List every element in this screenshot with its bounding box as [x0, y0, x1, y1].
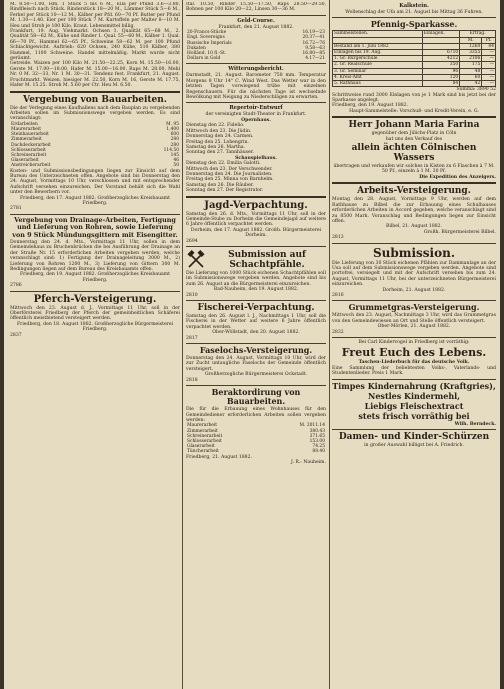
- coin-value: 4.17—21: [305, 56, 325, 62]
- cell-label: Schlosserarbeit: [11, 147, 46, 153]
- notice-title: Fischerei-Verpachtung.: [197, 303, 315, 314]
- notice-number: 2786: [10, 283, 22, 289]
- notice-faselochs: [186, 346, 326, 383]
- notice-text: Donnerstag den 24. August, Vormittags 10 Uhr, wird der zur Zucht untaugliche Faselochs der Gemeinde öffentlich versteigert.: [186, 356, 326, 372]
- coin-value: 16.19—23: [302, 30, 325, 36]
- section-divider: [332, 116, 496, 118]
- play-title: Schauspielhaus.: [235, 155, 277, 161]
- section-divider: [186, 63, 326, 64]
- cell-count: 96: [422, 68, 459, 74]
- sparkasse-signature: Friedberg, den 19. August 1882.: [332, 103, 409, 109]
- cell-place: 2. Gr. Realschule: [333, 62, 423, 68]
- intro-text: M. 8.50—1.00, Hm. 1 Stück 5 bis 6 M., Ella per Pfund 3.6—3.80, Rindfleisch nach Stück. Rinderstück 18—20 M., Lämmer Stück 5—6 M., Ferkel per Stück 10—12 M., Kälber per Pfd. 60—70 Pf. Butter per Pfund M. 1.30—1.40. Eier per 100 Stück 7 M. Kartoffeln per Malter 8—10 M. Heu und Stroh je 100 Kilo. Kraut. Lebensmittel billig.: [10, 2, 180, 29]
- ad-title: Freut Euch des Lebens.: [341, 346, 487, 360]
- section-divider: [332, 429, 496, 430]
- cell-mark: 60: [460, 74, 482, 80]
- cell-place: Einlagen bis 19. Aug.: [333, 50, 423, 56]
- cell-pfennig: —: [482, 68, 496, 74]
- list-item: Samstag den 26. Die Räuber.: [186, 182, 254, 188]
- theater-subtitle: der vereinigten Stadt-Theater in Frankfurt.: [205, 112, 307, 118]
- cell-label: Glaserarbeit: [187, 444, 215, 450]
- ad-text: Eine Sammlung der beliebtesten Volks-, Vaterlands- und Studentenlieder. Preis 1 Mark.: [332, 365, 496, 377]
- cell-place: 4. Kreis-Amt: [333, 74, 423, 80]
- notice-signature: Dorheim, 21. August 1882.: [382, 287, 446, 293]
- notice-signature: Bilbel, 21. August 1882.: [385, 224, 443, 230]
- list-item: Freitag den 25. Lohengrin.: [186, 139, 249, 145]
- cell-count: 120: [422, 74, 459, 80]
- ad-line: Liebigs Fleischextract: [364, 400, 464, 411]
- kalkstein-text: Wollenschlag der Ufa am 21. August bis Mittag 36 Fuhren.: [345, 10, 483, 15]
- farina-ad: [332, 120, 496, 180]
- cell-label: Dachdeckerarbeit: [11, 142, 51, 148]
- cell-place: 3. Gr. Seminar: [333, 68, 423, 74]
- cell-value: 46: [173, 158, 179, 164]
- cell-value: 371.65: [309, 433, 325, 439]
- cell-mark: 3355: [460, 50, 482, 56]
- notice-number: 2818: [186, 377, 198, 383]
- coin-name: Dollars in Gold: [187, 56, 221, 62]
- play-list: [186, 161, 326, 193]
- notice-jagd: [186, 200, 326, 244]
- notice-signature: Friedberg, den 19. August 1882. Großherzogliches Kreisbauamt Friedberg.: [20, 272, 170, 283]
- list-item: Dienstag den 22. Fidelio.: [186, 123, 245, 129]
- notice-signature: Friedberg, 21. August 1882.: [186, 454, 252, 460]
- notice-drainage: [10, 217, 180, 289]
- cell-label: Steinhauerarbeit: [11, 132, 49, 138]
- section-divider: [186, 246, 326, 247]
- notice-text: Kosten- und Submissionsbedingungen liegen zur Einsicht auf dem Bureau des Unterzeichneten offen. Angebote sind bis Donnerstag den 24. August, Vormittags 10 Uhr, verschlossen und mit entsprechender Aufschrift versehen einzureichen. Der Vorstand behält sich die Wahl unter den Bewerbern vor.: [10, 168, 180, 196]
- section-divider: [332, 337, 496, 338]
- weather-title: Witterungsbericht.: [228, 66, 284, 73]
- ad-subtitle: Taschen-Liederbuch für das deutsche Volk.: [358, 360, 470, 366]
- notice-signature-2: Großh. Bürgermeisterei Bilbel.: [423, 229, 496, 235]
- food-ad: [332, 382, 496, 427]
- list-item: Donnerstag den 24. Carmen.: [186, 134, 254, 140]
- coins-table: [186, 30, 326, 61]
- notice-text: Samstag den 26. d. Mts., Vormittags 11 Uhr, soll in der Gemeinde-Stube zu Dorheim die Gemeindejagd auf weitere 6 Jahre öffentlich verpachtet werden.: [186, 211, 326, 228]
- table-row: [186, 56, 326, 61]
- work-items-table: [10, 122, 180, 169]
- cell-value: 1,400: [166, 126, 179, 132]
- coin-value: 16.80—85: [302, 51, 325, 57]
- coin-value: 9.58—63: [305, 45, 325, 51]
- coin-value: 16.72—76: [302, 40, 325, 46]
- cell-value: 380.43: [309, 428, 325, 434]
- cell-label: Schlosserarbeit: [187, 438, 222, 444]
- cell-label: Glaserarbeit: [11, 158, 39, 164]
- cell-label: Tüncherarbeit: [187, 449, 219, 455]
- sparkasse-text: Schrittweise rund 3000 Einlagen von je 1 Mark sind bis jetzt bei der Sparkasse angelegt.: [332, 92, 496, 104]
- notice-submission-pfaehle: [186, 249, 326, 298]
- cell-value: 153.00: [309, 438, 325, 444]
- col-header: Einlagen.: [422, 31, 459, 37]
- section-divider: [332, 17, 496, 18]
- notice-text: Die Lieferung von 30 Stück eichenen Pfählen zur Dammanlage an der Usa soll auf dem Submissionswege vergeben werden. Angebote sind portofrei, versiegelt und mit der Aufschrift versehen bis zum 24. August, Vormittags 11 Uhr, bei der unterzeichneten Bürgermeisterei einzureichen.: [332, 260, 496, 288]
- notice-number: 2810: [186, 292, 198, 298]
- top-text: Ital. 10.50, Rinder 15.50—17.50, Raps 28.50—29.50, Bohnen per 100 Kilo 20—22, Linsen 30—36 M.: [186, 2, 326, 13]
- cell-count: 6710: [422, 50, 459, 56]
- column-divider: [182, 0, 183, 689]
- list-item: Freitag den 25. Minna von Barnhelm.: [186, 177, 274, 183]
- list-item: Sonntag den 27. Der Registrator.: [186, 188, 264, 194]
- notice-signature: Bad-Nauheim, den 19. August 1882.: [213, 287, 299, 293]
- col-subheader: M.: [460, 37, 482, 43]
- ad-seller: Wilh. Berndeck.: [454, 421, 496, 427]
- theater-title: Repertoir-Entwurf: [229, 105, 283, 112]
- cell-mark: 42: [460, 81, 482, 87]
- geldcours-date: Frankfurt, den 21. August 1882.: [218, 24, 294, 30]
- cell-mark: 48: [460, 68, 482, 74]
- section-divider: [186, 385, 326, 386]
- section-divider: [10, 91, 180, 93]
- section-divider: [332, 182, 496, 184]
- coin-name: 20-Francs-Stücke: [187, 30, 227, 36]
- cell-pfennig: 84: [482, 43, 496, 49]
- notice-signature: Dorheim, den 17. August 1882. Großh. Bürgermeisterei Dorheim.: [190, 227, 322, 239]
- notice-signature: Ober-Mörlen, 21. August 1882.: [377, 324, 451, 330]
- cell-place: 1. Gr. Bürgerschule: [333, 56, 423, 62]
- column-3: [332, 2, 496, 687]
- notice-title: Vergebung von Bauarbeiten.: [23, 94, 167, 105]
- cell-value: 50: [173, 163, 179, 169]
- cell-mark: 1260: [460, 43, 482, 49]
- sparkasse-title: Pfennig-Sparkasse.: [370, 19, 458, 30]
- notice-grummetgras: [332, 303, 496, 335]
- notice-text: Mittwoch den 23. August d. J., Vormittags 11 Uhr, soll in der Oberförsterei Friedberg der Pferch der gemeinheitlichen Schäferei öffentlich meistbietend versteigert werden.: [10, 305, 180, 322]
- column-1: [10, 2, 180, 687]
- coin-name: Russische Imperials: [187, 40, 232, 46]
- cell-value: 114.50: [163, 147, 179, 153]
- notice-title: Jagd-Verpachtung.: [204, 199, 308, 211]
- ad-line: Timpes Kindernahrung (Kraftgries),: [332, 380, 496, 391]
- sparkasse-total: Summa: 3890 52: [456, 87, 496, 93]
- section-divider: [186, 343, 326, 344]
- notice-signature: Friedberg, den 18. August 1882. Großherzogliche Bürgermeisterei Friedberg.: [16, 321, 174, 333]
- cell-pfennig: —: [482, 74, 496, 80]
- geldcours-title: Geld-Course.: [237, 17, 275, 24]
- section-divider: [186, 15, 326, 16]
- coin-name: Dukaten: [187, 45, 206, 51]
- cell-place: 5. Rathhaus: [333, 81, 423, 87]
- section-divider: [10, 214, 180, 215]
- notice-number: 2817: [186, 335, 198, 341]
- notice-pferch: [10, 294, 180, 338]
- bau-items-table: [186, 423, 326, 454]
- section-divider: [332, 379, 496, 380]
- cell-value: 88.40: [312, 449, 325, 455]
- notice-text: Samstag den 26. August l. J., Nachmittags 1 Uhr, soll die Fischerei in der Wetter auf weitere 6 Jahre öffentlich verpachtet werden.: [186, 314, 326, 330]
- ad-headline: allein ächten Cölnischen Wassers: [351, 143, 477, 164]
- column-divider: [329, 0, 330, 689]
- cell-count: 350: [422, 62, 459, 68]
- cell-count: 4212: [422, 56, 459, 62]
- cell-mark: 2106: [460, 56, 482, 62]
- cell-pfennig: —: [482, 62, 496, 68]
- grain-text: Getreide. Waizen per 100 Kilo M. 21.50—22.25, Korn M. 15.50—16.00, Gerste M. 17.00—18.00, Hafer M. 15.00—16.00. Raps M. 28.00. Mehl Nr. 0 M. 32—33, Nr. 1 M. 30—31. Tendenz fest. Frankfurt, 21. August. Fruchtmarkt. Weizen, hiesiger M. 22.50, Korn M. 16, Gerste M. 17.75, Hafer M. 15.25. Stroh M. 5.60 per Ctr. Heu M. 6.50.: [10, 61, 180, 89]
- table-row: [333, 81, 496, 87]
- cell-value: 74.25: [312, 444, 325, 450]
- cell-count: 84: [422, 81, 459, 87]
- notice-title: Submission auf Schachtpfähle.: [228, 250, 306, 270]
- section-divider: [186, 300, 326, 301]
- ad-text: in großer Auswahl billigst bei A. Friedrich.: [364, 443, 464, 449]
- list-item: Mittwoch den 23. Die Jüdin.: [186, 128, 252, 134]
- notice-signature-2: J. R.: Nauheim.: [290, 459, 326, 465]
- book-ad: [332, 340, 496, 377]
- list-item: Dienstag den 22. Emilia Galotti.: [186, 161, 261, 167]
- apron-ad: [332, 432, 496, 448]
- cell-label: Zimmerarbeit: [11, 137, 42, 143]
- sparkasse-association: Haupt-Sammelstelle: Vorschuß- und Kredit-Verein, e. G.: [349, 108, 479, 114]
- cell-label: Anstreicherarbeit: [11, 163, 51, 169]
- cell-label: Erdarbeiten: [11, 121, 38, 127]
- cell-label: Schreinerarbeit: [11, 152, 47, 158]
- cell-value: 280: [170, 142, 179, 148]
- notice-submission: [332, 246, 496, 299]
- kalkstein-title: Kalkstein.: [399, 3, 429, 9]
- opera-title: Opernhaus.: [241, 117, 271, 123]
- sparkasse-table: [332, 30, 496, 87]
- list-item: Donnerstag den 24. Die Journalisten.: [186, 171, 273, 177]
- notice-title: Grummetgras-Versteigerung.: [348, 302, 480, 313]
- notice-text: Donnerstag den 24. d. Mts., Vormittags 11 Uhr, sollen in dem Gemeindehaus zu Bruchenbrücken die bei Ausführung der Drainage an der Straße Nr. 15 erforderlichen Arbeiten vergeben werden, welche veranschlagt sind: 1) Fertigung der Drainageleitung 3000 M., 2) Lieferung von Rohren 1200 M., 3) Lieferung von Gittern 300 M. Bedingungen liegen auf dem Bureau des Kreisbauamts offen.: [10, 240, 180, 273]
- notice-title: Submission.: [372, 245, 455, 260]
- market-text: Frankfurt, 19. Aug. Viehmarkt. Ochsen 1. Qualität 65—68 M., 2. Qualität 58—62 M., Kühe und Rinder 1. Qual. 55—60 M., Kälber 1. Qual. 66—70 Pf., Hammel 62—65 Pf., Schweine 58—62 M. per 100 Pfund Schlachtgewicht. Auftrieb: 620 Ochsen, 240 Kühe, 510 Kälber, 380 Hammel, 1100 Schweine. Handel mittelmäßig. Markt wurde nicht geräumt.: [10, 29, 180, 62]
- cell-label: Schreinerarbeit: [187, 433, 223, 439]
- ad-title: Herr Johann Maria Farina: [348, 120, 480, 131]
- col-header: Ertrag.: [460, 31, 496, 37]
- notice-title: Pferch-Versteigerung.: [33, 293, 157, 305]
- cell-mark: 175: [460, 62, 482, 68]
- notice-number: 2837: [10, 332, 22, 338]
- notice-title: Faselochs-Versteigerung.: [199, 345, 313, 356]
- ad-intro: Bei Carl Kindervogel in Friedberg ist vorräthig:: [358, 340, 470, 346]
- cell-label: Zimmerarbeit: [187, 428, 218, 434]
- col-subheader: Pf.: [482, 37, 496, 43]
- cell-value: 600: [170, 132, 179, 138]
- notice-intro: Die für die Erbauung eines Wohnhauses für den Gemeindediener erforderlichen Arbeiten sollen vergeben werden:: [186, 407, 326, 423]
- notice-title: Vergebung von Drainage-Arbeiten, Fertigung und Lieferung von Rohren, sowie Lieferung von 9 Stück Mündungsgittern mit Eisengitter.: [12, 215, 178, 239]
- notice-signature: Ober-Wöllstadt, den 20. August 1882.: [212, 330, 300, 336]
- section-divider: [332, 243, 496, 244]
- notice-title: Beraktordirung von Bauarbeiten.: [211, 387, 301, 407]
- notice-number: 2694: [186, 238, 198, 244]
- notice-text: Die Lieferung von 1000 Stück eichenen Schachtpfählen soll im Submissionswege vergeben werden. Angebote sind bis zum 26. August an die Bürgermeisterei einzureichen.: [186, 271, 326, 287]
- ad-text: hat uns den Verkauf des: [385, 136, 443, 142]
- cell-place: Bestand am 1. Juni 1882: [333, 43, 423, 49]
- col-header: Sammelstellen.: [333, 31, 423, 37]
- cell-value: 145: [170, 152, 179, 158]
- opera-list: [186, 123, 326, 155]
- section-divider: [10, 291, 180, 292]
- notice-bauarbeiten: [10, 95, 180, 212]
- list-item: Samstag den 26. Martha.: [186, 144, 246, 150]
- notice-title: Arbeits-Versteigerung.: [357, 186, 471, 197]
- cell-pfennig: —: [482, 56, 496, 62]
- list-item: Mittwoch den 23. Der Verschwender.: [186, 166, 273, 172]
- ad-line: Nestles Kindermehl,: [368, 390, 460, 401]
- notice-number: 2816: [332, 292, 344, 298]
- notice-fischerei: [186, 303, 326, 341]
- notice-text: Montag den 28. August, Vormittags 9 Uhr, werden auf dem Rathhause zu Bilbel die zur Erbauung eines Schulhauses erforderlichen Arbeiten in Accord gegeben, welche veranschlagt sind zu 8500 Mark. Voranschlag und Bedingungen liegen zur Einsicht offen.: [332, 197, 496, 224]
- notice-text: Mittwoch den 23. August, Nachmittags 3 Uhr, wird das Grummetgras von den Gemeindewiesen an Ort und Stelle öffentlich versteigert.: [332, 313, 496, 324]
- ad-line: stets frisch vorräthig bei: [358, 410, 470, 421]
- cell-pfennig: —: [482, 50, 496, 56]
- column-2: [186, 2, 326, 687]
- weather-text: Darmstadt, 21. August. Barometer 758 mm. Temperatur Morgens 8 Uhr 14° C. Wind West. Das Wetter war in den letzten Tagen vorwiegend trübe mit einzelnen Regenschauern. Für die nächsten Tage ist wechselnde Bewölkung mit Neigung zu Niederschlägen zu erwarten.: [186, 73, 326, 101]
- section-divider: [186, 102, 326, 103]
- notice-signature: Großherzogliche Bürgermeisterei Ockstadt.: [204, 372, 308, 378]
- notice-number: 2781: [10, 206, 22, 212]
- list-item: Sonntag den 27. Tannhäuser.: [186, 150, 254, 156]
- notice-signature: Friedberg, den 17. August 1882. Großherzogliches Kreisbauamt Friedberg.: [20, 195, 170, 206]
- cell-pfennig: —: [482, 81, 496, 87]
- cell-label: Maurerarbeit: [187, 423, 218, 429]
- section-divider: [186, 196, 326, 198]
- ad-title: Damen- und Kinder-Schürzen: [338, 432, 490, 443]
- sparkasse-section: [332, 20, 496, 114]
- cell-value: M. 2011.14: [299, 423, 325, 429]
- notice-intro: Die der Verlegung eines Kaufhallens nach dem Bauplan zu vergebenden Arbeiten sollen im Submissionswege vergeben werden. Es sind veranschlagt:: [10, 105, 180, 122]
- coin-name: Holländ. 10 fl.-St.: [187, 51, 227, 57]
- notice-arbeits: [332, 186, 496, 240]
- coin-value: 20.37—41: [302, 35, 325, 41]
- ad-text-2: übertragen und verkaufen wir solches in Kisten zu 6 Flaschen à 7 M. 50 Pf., einzeln à 1 M. 30 Pf.: [333, 164, 495, 175]
- cell-value: 280: [170, 137, 179, 143]
- notice-number: 2813: [332, 235, 344, 241]
- ad-subtitle: gegenüber dem Jülichs-Platz in Cöln: [371, 131, 457, 137]
- notice-bauarbeiten-2: [186, 388, 326, 465]
- newspaper-page: [4, 0, 500, 689]
- section-divider: [332, 300, 496, 301]
- crossed-hammers-icon: [186, 250, 206, 270]
- cell-label: Maurerarbeit: [11, 126, 42, 132]
- coin-name: Engl. Sovereigns: [187, 35, 225, 41]
- ad-signature: Die Expedition des Anzeigers.: [419, 174, 496, 180]
- cell-value: M. 95: [166, 121, 179, 127]
- notice-number: 2832: [332, 329, 344, 335]
